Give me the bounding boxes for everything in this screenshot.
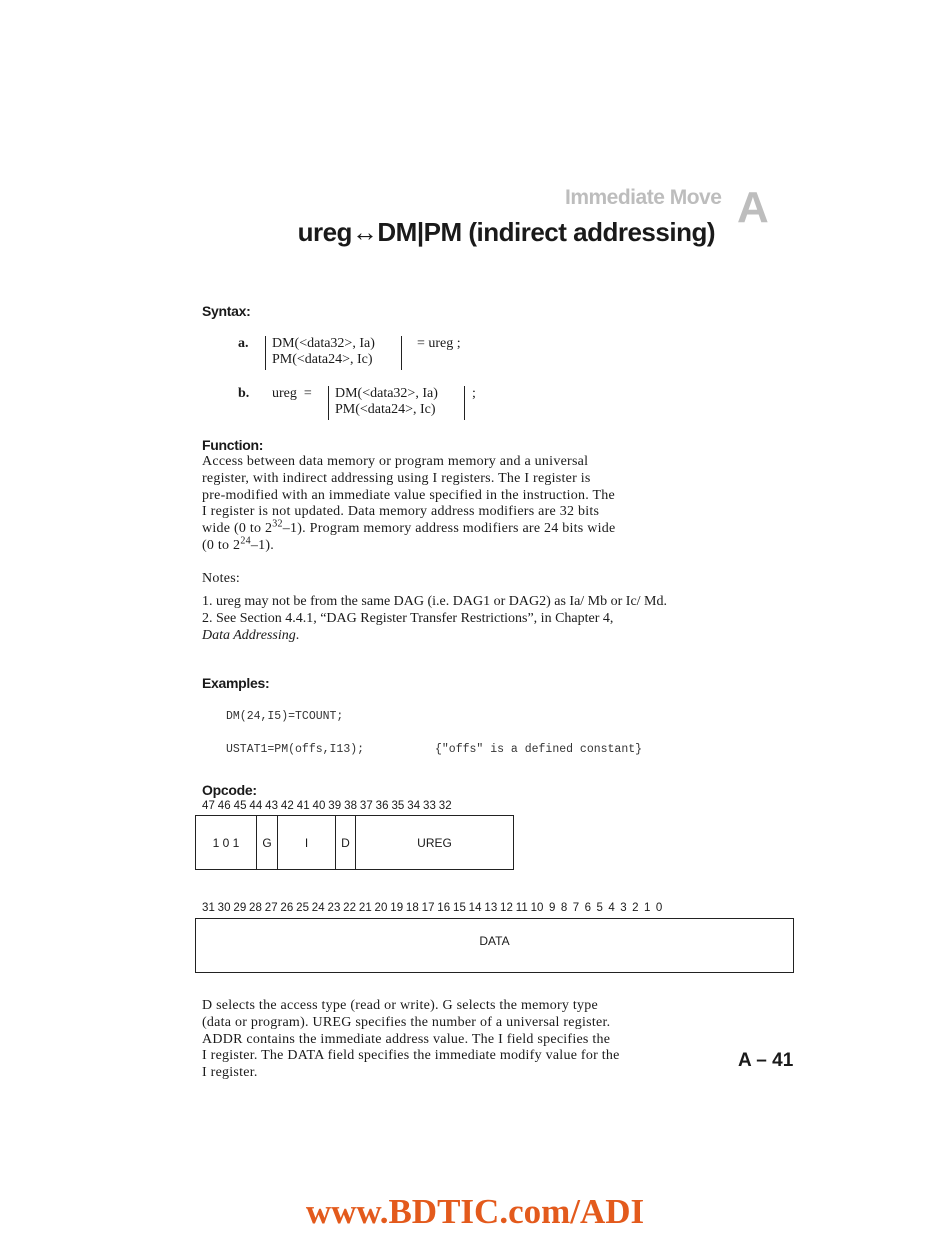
notes-heading: Notes:: [202, 571, 241, 586]
syntax-b-lhs: ureg =: [272, 386, 312, 401]
note-text: .: [295, 627, 300, 643]
function-text: wide (0 to 2: [202, 521, 273, 537]
section-title: Immediate Move: [565, 186, 722, 209]
note-item: 1. ureg may not be from the same DAG (i.e. DAG1 or DAG2) as Ia/ Mb or Ic/ Md.: [202, 594, 668, 609]
syntax-b-left-bar: [328, 386, 329, 420]
opcode-field-d: D: [336, 816, 356, 869]
description-line: D selects the access type (read or write). G selects the memory type: [202, 998, 599, 1013]
syntax-a-line2: PM(<data24>, Ic): [272, 352, 373, 367]
note-item: 2. See Section 4.4.1, “DAG Register Transfer Restrictions”, in Chapter 4,: [202, 610, 614, 626]
function-line: I register is not updated. Data memory address modifiers are 32 bits: [202, 504, 600, 520]
function-line: pre-modified with an immediate value specified in the instruction. The: [202, 487, 616, 503]
opcode-description: [202, 998, 722, 1082]
syntax-b-right-bar: [464, 386, 465, 420]
description-line: I register.: [202, 1065, 258, 1081]
function-paragraph: [202, 454, 702, 555]
description-line: ADDR contains the immediate address value. The I field specifies the: [202, 1031, 611, 1047]
function-text: –1).: [250, 537, 274, 553]
syntax-b-line2: PM(<data24>, Ic): [335, 402, 436, 417]
syntax-a-left-bar: [265, 336, 266, 370]
example-code-2: USTAT1=PM(offs,I13);: [226, 743, 365, 756]
syntax-a-right-bar: [401, 336, 402, 370]
notes-list: [202, 594, 732, 644]
syntax-b-end: ;: [472, 386, 476, 401]
example-code-1: DM(24,I5)=TCOUNT;: [226, 710, 344, 723]
page-title: ureg↔DM|PM (indirect addressing): [297, 217, 715, 247]
description-line: I register. The DATA field specifies the immediate modify value for the: [202, 1048, 620, 1064]
function-text: (0 to 2: [202, 537, 241, 553]
footer-url: www.BDTIC.com/ADI: [305, 1192, 645, 1231]
syntax-b-label: b.: [238, 386, 250, 401]
superscript: 32: [272, 518, 283, 530]
syntax-a-label: a.: [238, 336, 249, 351]
function-text: –1). Program memory address modifiers are 24 bits wide: [282, 521, 616, 537]
note-item: [202, 628, 732, 645]
description-line: (data or program). UREG specifies the number of a universal register.: [202, 1014, 611, 1030]
opcode-heading: Opcode:: [202, 782, 257, 798]
opcode-field-i: I: [278, 816, 336, 869]
function-line: [202, 518, 702, 538]
superscript: 24: [240, 535, 251, 547]
example-comment: {"offs" is a defined constant}: [435, 743, 643, 756]
function-heading: Function:: [202, 437, 264, 453]
function-line: Access between data memory or program memory and a universal: [202, 454, 589, 469]
opcode-lower-word: [195, 918, 794, 973]
examples-heading: Examples:: [202, 675, 270, 691]
appendix-letter: A: [737, 183, 769, 232]
lower-bit-numbers: 31 30 29 28 27 26 25 24 23 22 21 20 19 18 17 16 15 14 13 12 11 10 9 8 7 6 5 4 3 2 1 0: [202, 902, 663, 914]
opcode-field-data: DATA: [479, 933, 510, 948]
chapter-reference: Data Addressing: [202, 627, 296, 643]
opcode-field-101: 1 0 1: [196, 816, 257, 869]
function-line: [202, 535, 702, 555]
syntax-heading: Syntax:: [202, 303, 251, 319]
syntax-a-line1: DM(<data32>, Ia): [272, 336, 375, 351]
syntax-b-line1: DM(<data32>, Ia): [335, 386, 438, 401]
opcode-upper-word: [195, 815, 514, 870]
upper-bit-numbers: 47 46 45 44 43 42 41 40 39 38 37 36 35 34 33 32: [202, 800, 452, 812]
syntax-a-rhs: = ureg ;: [417, 336, 461, 351]
function-line: register, with indirect addressing using I registers. The I register is: [202, 470, 591, 486]
page-number: A – 41: [738, 1050, 794, 1071]
opcode-field-ureg: UREG: [417, 835, 452, 850]
opcode-field-g: G: [257, 816, 278, 869]
